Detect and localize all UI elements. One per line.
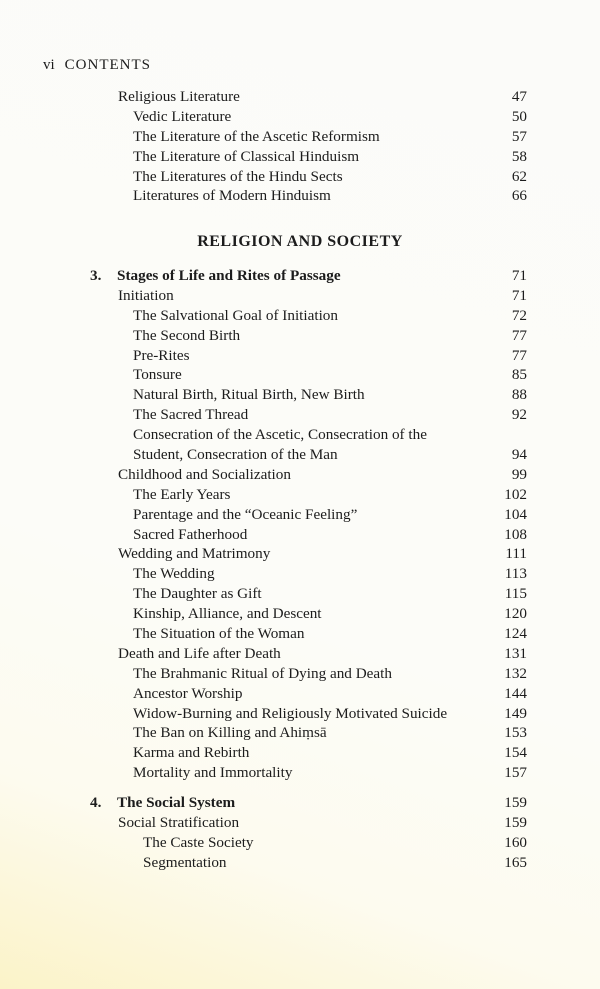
entry-page: 154: [504, 744, 527, 762]
entry-title: Pre-Rites: [133, 346, 190, 364]
toc-entry: [0, 465, 600, 485]
entry-title: Literatures of Modern Hinduism: [133, 187, 331, 205]
toc-entry: [0, 147, 600, 167]
entry-title: The Brahmanic Ritual of Dying and Death: [133, 664, 392, 682]
toc-chapter-4: [0, 793, 600, 873]
entry-title: The Literatures of the Hindu Sects: [133, 167, 343, 185]
entry-page: 99: [511, 465, 527, 483]
toc-chapter-3: [0, 266, 600, 783]
entry-title: Sacred Fatherhood: [133, 525, 248, 543]
entry-page: 113: [504, 565, 527, 583]
entry-title: Parentage and the “Oceanic Feeling”: [133, 505, 358, 523]
entry-title: Consecration of the Ascetic, Consecration of the Student, Consecration of the Man: [133, 426, 427, 464]
entry-title: Tonsure: [133, 366, 182, 384]
entry-title: The Salvational Goal of Initiation: [133, 306, 338, 324]
entry-title: Social Stratification: [118, 813, 240, 831]
entry-title: Wedding and Matrimony: [118, 545, 271, 563]
entry-page: 58: [511, 147, 527, 165]
toc-entry: [0, 564, 600, 584]
chapter-page: 159: [504, 793, 527, 811]
header-title: CONTENTS: [64, 57, 152, 73]
chapter-title: Stages of Life and Rites of Passage: [117, 266, 341, 284]
toc-entry: [0, 286, 600, 306]
entry-page: 66: [511, 187, 527, 205]
running-header: [43, 57, 151, 74]
toc-entry: [0, 425, 600, 465]
entry-page: 57: [511, 127, 527, 145]
toc-entry: [0, 306, 600, 326]
entry-page: 132: [504, 664, 527, 682]
entry-title: The Sacred Thread: [133, 406, 249, 424]
toc-entry: [0, 763, 600, 783]
entry-page: 159: [504, 813, 527, 831]
chapter-number: 4.: [90, 793, 102, 811]
chapter-number: 3.: [90, 266, 102, 284]
entry-title: The Second Birth: [133, 326, 241, 344]
chapter-heading: [0, 266, 600, 286]
entry-title: Religious Literature: [118, 87, 240, 105]
toc-entry: [0, 385, 600, 405]
entry-title: The Caste Society: [143, 833, 254, 851]
entry-title: Childhood and Socialization: [118, 465, 291, 483]
toc-entry: [0, 813, 600, 833]
toc-entry: [0, 167, 600, 187]
entry-page: 85: [511, 366, 527, 384]
entry-title: Natural Birth, Ritual Birth, New Birth: [133, 386, 365, 404]
entry-page: 165: [504, 853, 527, 871]
entry-page: 160: [504, 833, 527, 851]
toc-entry: [0, 87, 600, 107]
entry-title: Widow-Burning and Religiously Motivated Suicide: [133, 704, 448, 722]
toc-entry: [0, 186, 600, 206]
toc-entry: [0, 365, 600, 385]
entry-page: 71: [511, 286, 527, 304]
toc-entry: [0, 624, 600, 644]
entry-title: Vedic Literature: [133, 107, 232, 125]
entry-title: The Literature of the Ascetic Reformism: [133, 127, 380, 145]
entry-title: The Daughter as Gift: [133, 585, 262, 603]
page-number: vi: [43, 57, 55, 73]
toc-entry: [0, 107, 600, 127]
entry-title: Mortality and Immortality: [133, 764, 293, 782]
toc-entry: [0, 724, 600, 744]
entry-title: The Literature of Classical Hinduism: [133, 147, 360, 165]
toc-entry: [0, 604, 600, 624]
toc-entry: [0, 704, 600, 724]
toc-entry: [0, 326, 600, 346]
entry-page: 72: [511, 306, 527, 324]
entry-page: 92: [511, 406, 527, 424]
chapter-heading: [0, 793, 600, 813]
toc-entry: [0, 505, 600, 525]
toc-entry: [0, 853, 600, 873]
entry-title: Kinship, Alliance, and Descent: [133, 605, 322, 623]
entry-page: 108: [504, 525, 527, 543]
entry-title: The Situation of the Woman: [133, 625, 305, 643]
toc-entry: [0, 544, 600, 564]
entry-title: Karma and Rebirth: [133, 744, 250, 762]
toc-entry: [0, 833, 600, 853]
entry-page: 47: [511, 87, 527, 105]
entry-page: 104: [504, 505, 527, 523]
entry-title: The Early Years: [133, 485, 231, 503]
toc-entry: [0, 127, 600, 147]
entry-title: The Wedding: [133, 565, 215, 583]
entry-page: 131: [504, 644, 527, 662]
entry-page: 50: [511, 107, 527, 125]
entry-title: Ancestor Worship: [133, 684, 243, 702]
entry-page: 111: [505, 545, 527, 563]
entry-page: 149: [504, 704, 527, 722]
entry-page: 77: [511, 326, 527, 344]
entry-page: 77: [511, 346, 527, 364]
entry-title: The Ban on Killing and Ahiṃsā: [133, 724, 327, 742]
section-heading: RELIGION AND SOCIETY: [197, 233, 403, 250]
entry-title: Initiation: [118, 286, 174, 304]
toc-entry: [0, 684, 600, 704]
toc-entry: [0, 485, 600, 505]
entry-title: Segmentation: [143, 853, 227, 871]
entry-page: 88: [511, 386, 527, 404]
entry-page: 124: [504, 625, 527, 643]
toc-entry: [0, 743, 600, 763]
entry-page: 102: [504, 485, 527, 503]
entry-page: 94: [511, 446, 527, 464]
entry-page: 157: [504, 764, 527, 782]
toc-top-entries: [0, 87, 600, 206]
entry-page: 120: [504, 605, 527, 623]
chapter-page: 71: [511, 266, 527, 284]
chapter-title: The Social System: [117, 793, 236, 811]
entry-page: 115: [504, 585, 527, 603]
entry-page: 62: [511, 167, 527, 185]
toc-entry: [0, 664, 600, 684]
entry-page: 153: [504, 724, 527, 742]
toc-entry: [0, 346, 600, 366]
toc-entry: [0, 584, 600, 604]
toc-entry: [0, 405, 600, 425]
toc-entry: [0, 525, 600, 545]
entry-page: 144: [504, 684, 527, 702]
toc-entry: [0, 644, 600, 664]
entry-title: Death and Life after Death: [118, 644, 281, 662]
